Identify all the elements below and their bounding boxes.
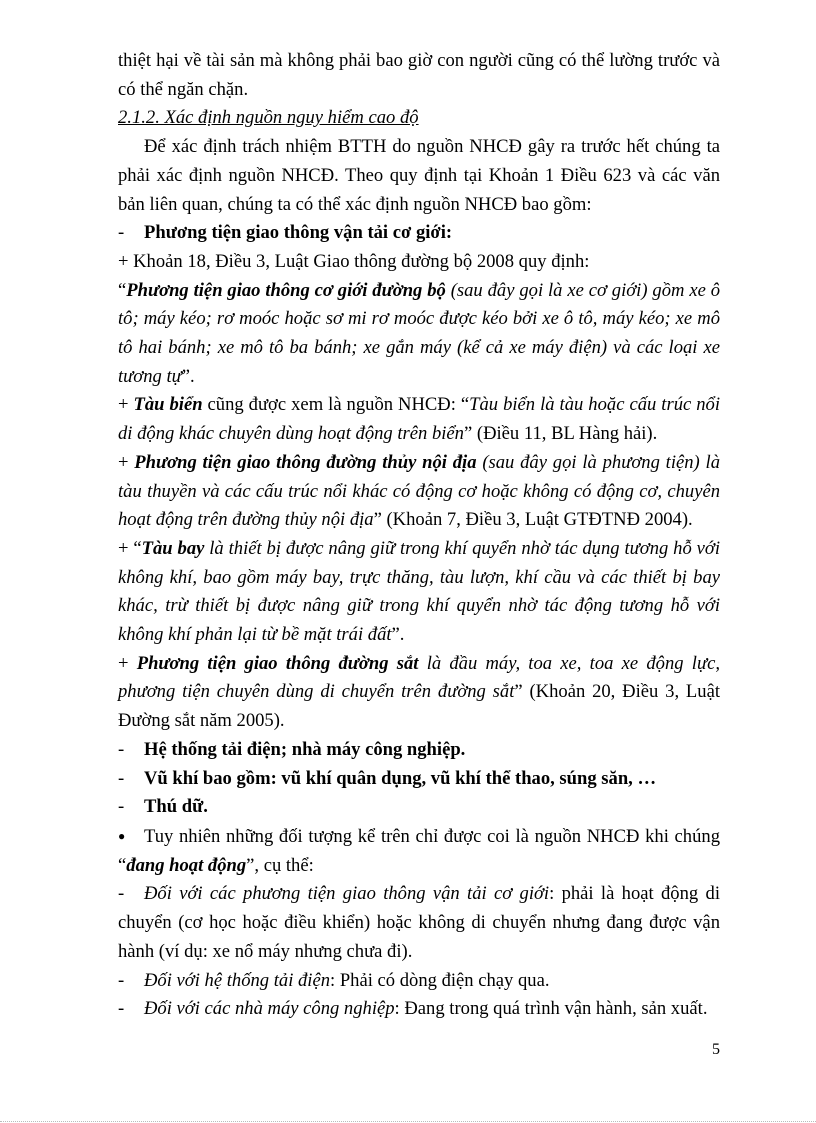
plus-marker: + <box>118 451 135 473</box>
dash-marker: - <box>118 883 125 905</box>
dash-marker: - <box>118 796 125 818</box>
list-item-text: : Đang trong quá trình vận hành, sản xuất. <box>394 998 708 1020</box>
plus-marker: + “ <box>118 537 142 559</box>
paragraph-railway <box>118 650 720 736</box>
term-railway-vehicle: Phương tiện giao thông đường sắt <box>136 652 419 674</box>
term-operating: đang hoạt động <box>126 854 247 876</box>
section-heading-text: 2.1.2. Xác định nguồn nguy hiểm cao độ <box>118 107 419 129</box>
paragraph-aircraft <box>118 535 720 650</box>
list-item-label: Đối với các nhà máy công nghiệp <box>144 998 395 1020</box>
list-item-animals <box>118 793 720 822</box>
list-item-label: Đối với hệ thống tải điện <box>144 969 331 991</box>
dash-marker: - <box>118 738 125 760</box>
aircraft-close: ”. <box>391 624 405 646</box>
dash-marker: - <box>118 998 125 1020</box>
term-waterway-vehicle: Phương tiện giao thông đường thủy nội địa <box>134 451 477 473</box>
waterway-citation: ” (Khoản 7, Điều 3, Luật GTĐTNĐ 2004). <box>373 509 693 531</box>
list-item-power-operating <box>118 967 720 996</box>
paragraph-property-damage: thiệt hại về tài sản mà không phải bao giờ con người cũng có thể lường trước và có thể ngăn chặn. <box>118 50 720 100</box>
list-item-label: Đối với các phương tiện giao thông vận tải cơ giới <box>144 883 550 905</box>
term-aircraft: Tàu bay <box>141 537 205 559</box>
ship-text: cũng được xem là nguồn NHCĐ: “ <box>202 394 470 416</box>
railway-definition: là đầu máy, toa xe, toa xe động lực, phương tiện chuyên dùng di chuyển trên đường sắt <box>118 652 720 703</box>
dash-marker: - <box>118 969 125 991</box>
list-item-vehicle-operating <box>118 880 720 966</box>
quote-close: ”. <box>181 365 195 387</box>
footer-divider <box>0 1121 816 1122</box>
plus-marker: + <box>118 652 137 674</box>
operating-text: Tuy nhiên những đối tượng kể trên chỉ được coi là nguồn NHCĐ khi chúng “ <box>118 825 720 876</box>
list-item-weapons <box>118 765 720 794</box>
paragraph-road-law: + Khoản 18, Điều 3, Luật Giao thông đường bộ 2008 quy định: <box>118 250 590 272</box>
ship-definition: Tàu biển là tàu hoặc cấu trúc nổi di động khác chuyên dùng hoạt động trên biển <box>118 394 720 445</box>
paragraph-waterway <box>118 449 720 535</box>
dash-marker: - <box>118 222 125 244</box>
aircraft-definition: là thiết bị được nâng giữ trong khí quyển nhờ tác dụng tương hỗ với không khí, bao gồm máy bay, trực thăng, tàu lượn, khí cầu và các thiết bị bay khác, trừ thiết bị được nâng giữ trong khí quyển nhờ tác động tương hỗ với không khí phản lại từ bề mặt trái đất <box>118 537 721 646</box>
ship-citation: ” (Điều 11, BL Hàng hải). <box>463 423 658 445</box>
page-number: 5 <box>712 1041 720 1058</box>
list-item-text: : phải là hoạt động di chuyển (cơ học hoặc điều khiển) hoặc không di chuyển nhưng đang được vận hành (ví dụ: xe nổ máy nhưng chưa đi). <box>118 883 720 962</box>
list-item-factory-operating <box>118 995 720 1024</box>
bullet-icon: ● <box>118 828 126 843</box>
paragraph-ship <box>118 391 720 448</box>
list-item-text: Hệ thống tải điện; nhà máy công nghiệp. <box>144 738 466 760</box>
list-item-text: Thú dữ. <box>144 796 208 818</box>
operating-end: ”, cụ thể: <box>246 854 314 876</box>
term-road-vehicle: Phương tiện giao thông cơ giới đường bộ <box>126 279 446 301</box>
list-item-text: Phương tiện giao thông vận tải cơ giới: <box>144 222 453 244</box>
section-heading <box>118 104 720 133</box>
document-body <box>118 47 720 1024</box>
list-item-vehicles <box>118 219 720 248</box>
term-ship: Tàu biển <box>133 394 203 416</box>
paragraph-intro: Để xác định trách nhiệm BTTH do nguồn NHCĐ gây ra trước hết chúng ta phải xác định nguồn NHCĐ. Theo quy định tại Khoản 1 Điều 623 và các văn bản liên quan, chúng ta có thể xác định nguồn NHCĐ bao gồm: <box>118 136 720 215</box>
quote-open: “ <box>118 279 127 301</box>
paragraph-road-vehicle-definition <box>118 277 720 392</box>
paragraph-operating <box>118 822 720 880</box>
dash-marker: - <box>118 767 125 789</box>
railway-citation: ” (Khoản 20, Điều 3, Luật Đường sắt năm 2005). <box>118 681 720 732</box>
plus-marker: + <box>118 394 134 416</box>
list-item-power <box>118 736 720 765</box>
definition-text: (sau đây gọi là xe cơ giới) gồm xe ô tô; máy kéo; rơ moóc hoặc sơ mi rơ moóc được kéo bởi xe ô tô, máy kéo; xe mô tô hai bánh; xe mô tô ba bánh; xe gắn máy (kể cả xe máy điện) và các loại xe tương tự <box>118 279 721 387</box>
list-item-text: : Phải có dòng điện chạy qua. <box>330 969 550 991</box>
list-item-text: Vũ khí bao gồm: vũ khí quân dụng, vũ khí thể thao, súng săn, … <box>144 767 657 789</box>
waterway-definition: (sau đây gọi là phương tiện) là tàu thuyền và các cấu trúc nổi khác có động cơ hoặc không có động cơ, chuyên hoạt động trên đường thủy nội địa <box>118 451 721 531</box>
